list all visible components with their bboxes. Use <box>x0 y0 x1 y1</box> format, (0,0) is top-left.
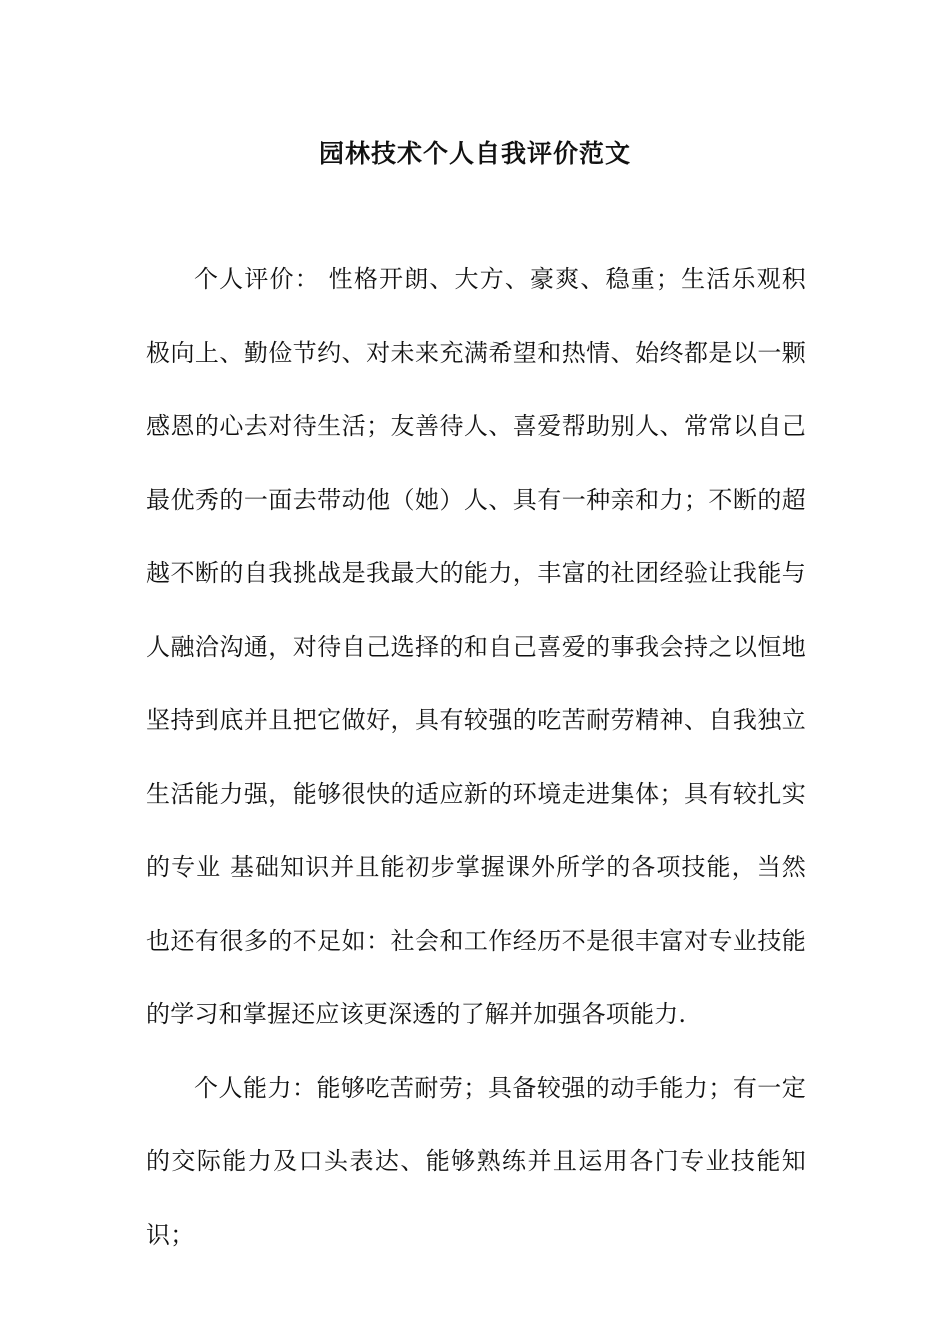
paragraph-personal-ability: 个人能力：能够吃苦耐劳；具备较强的动手能力；有一定的交际能力及口头表达、能够熟练并且运用各门专业技能知识； <box>146 1073 806 1249</box>
document-body <box>146 243 806 1272</box>
paragraph-personal-evaluation: 个人评价： 性格开朗、大方、豪爽、稳重；生活乐观积极向上、勤俭节约、对未来充满希望和热情、始终都是以一颗感恩的心去对待生活；友善待人、喜爱帮助别人、常常以自己最优秀的一面去带动他（她）人、具有一种亲和力；不断的超越不断的自我挑战是我最大的能力，丰富的社团经验让我能与人融洽沟通，对待自己选择的和自己喜爱的事我会持之以恒地坚持到底并且把它做好，具有较强的吃苦耐劳精神、自我独立生活能力强，能够很快的适应新的环境走进集体；具有较扎实的专业 基础知识并且能初步掌握课外所学的各项技能，当然也还有很多的不足如：社会和工作经历不是很丰富对专业技能的学习和掌握还应该更深透的了解并加强各项能力. <box>146 265 806 1028</box>
document-title: 园林技术个人自我评价范文 <box>318 139 631 168</box>
